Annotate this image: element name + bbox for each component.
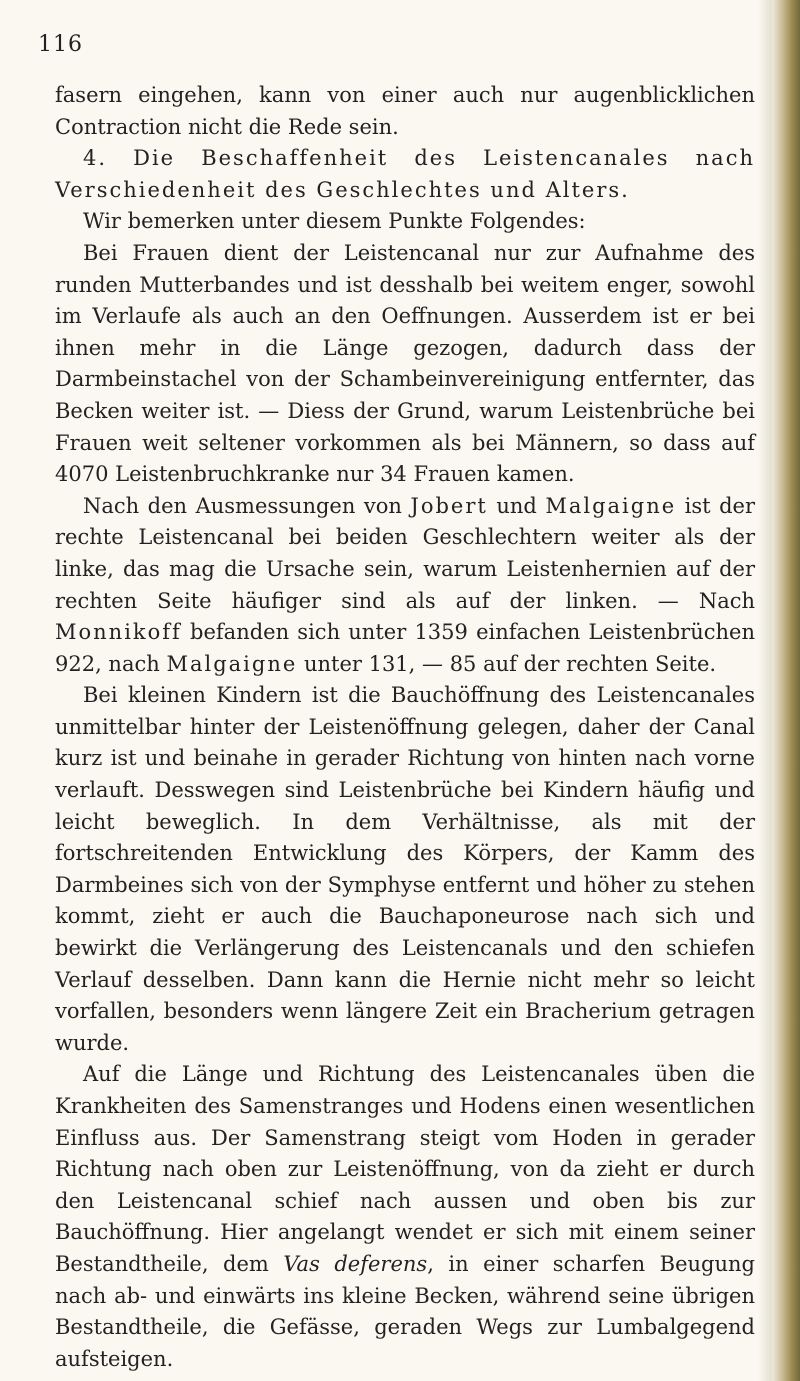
- author-name-monnikoff: Monnikoff: [55, 620, 182, 645]
- author-name-jobert: Jobert: [410, 493, 488, 518]
- paragraph-4: Bei Frauen dient der Leistencanal nur zur Aufnahme des runden Mutterbandes und ist desshalb bei weitem enger, sowohl im Verlaufe als auch an den Oeffnungen. Ausserdem ist er bei ihnen mehr in die Länge gezogen, dadurch dass der Darmbeinstachel von der Schambeinvereinigung entfernter, das Becken weiter ist. — Diess der Grund, warum Leistenbrüche bei Frauen weit seltener vorkommen als bei Männern, so dass auf 4070 Leistenbruchkranke nur 34 Frauen kamen.: [55, 240, 755, 487]
- paragraph-7-text-a: Auf die Länge und Richtung des Leistencanales üben die Krankheiten des Samenstranges und Hodens einen wesentlichen Einfluss aus. Der Samenstrang steigt vom Hoden in gerader Richtung nach oben zur Leistenöffnung, von da zieht er durch den Leistencanal schief nach aussen und oben bis zur Bauchöffnung. Hier angelangt wendet er sich mit einem seiner Bestandtheile, dem: [55, 1062, 755, 1276]
- paragraph-5-text-b: und: [487, 493, 546, 518]
- paragraph-3: Wir bemerken unter diesem Punkte Folgendes:: [83, 209, 586, 234]
- page-number: 116: [38, 32, 83, 57]
- book-edge-strip: [772, 0, 800, 1381]
- page-gutter-shadow: [758, 0, 772, 1381]
- page-body: [55, 80, 755, 1375]
- paragraph-5: [55, 491, 755, 681]
- paragraph-5-text-e: unter 131, — 85 auf der rechten Seite.: [297, 651, 717, 676]
- paragraph-7: [55, 1059, 755, 1375]
- term-vas-deferens: Vas deferens: [283, 1251, 428, 1276]
- section-heading: 4. Die Beschaffenheit des Leistencanales nach Verschiedenheit des Geschlechtes und Alters.: [55, 146, 755, 202]
- author-name-malgaigne-2: Malgaigne: [166, 651, 298, 676]
- paragraph-5-text-a: Nach den Ausmessungen von: [83, 493, 411, 518]
- paragraph-5-text-d: befanden sich unter 1359 einfachen Leistenbrüchen 922, nach: [55, 620, 755, 676]
- paragraph-6: Bei kleinen Kindern ist die Bauchöffnung des Leistencanales unmittelbar hinter der Leistenöffnung gelegen, daher der Canal kurz ist und beinahe in gerader Richtung von hinten nach vorne verlauft. Desswegen sind Leistenbrüche bei Kindern häufig und leicht beweglich. In dem Verhältnisse, als mit der fortschreitenden Entwicklung des Körpers, der Kamm des Darmbeines sich von der Symphyse entfernt und höher zu stehen kommt, zieht er auch die Bauchaponeurose nach sich und bewirkt die Verlängerung des Leistencanals und den schiefen Verlauf desselben. Dann kann die Hernie nicht mehr so leicht vorfallen, besonders wenn längere Zeit ein Bracherium getragen wurde.: [55, 683, 755, 1055]
- paragraph-1: fasern eingehen, kann von einer auch nur augenblicklichen Contraction nicht die Rede sein.: [55, 83, 755, 139]
- author-name-malgaigne: Malgaigne: [545, 493, 677, 518]
- paragraph-5-text-c: ist der rechte Leistencanal bei beiden Geschlechtern weiter als der linke, das mag die Ursache sein, warum Leistenhernien auf der rechten Seite häufiger sind als auf der linken. — Nach: [55, 493, 755, 613]
- paragraph-7-text-b: , in einer scharfen Beugung nach ab- und einwärts ins kleine Becken, während seine übrigen Bestandtheile, die Gefässe, geraden Wegs zur Lumbalgegend aufsteigen.: [55, 1251, 755, 1371]
